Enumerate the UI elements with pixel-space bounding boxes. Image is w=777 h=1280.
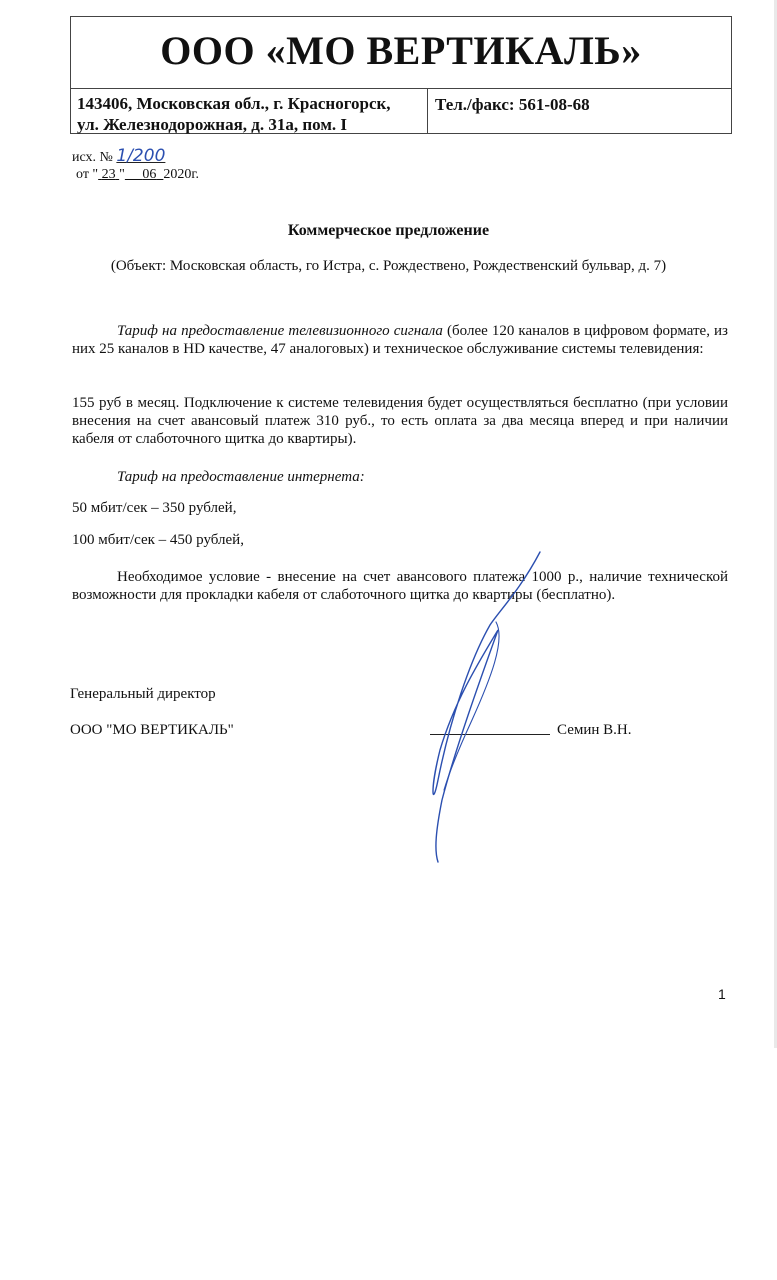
tv-tariff-title: Тариф на предоставление телевизионного сигнала <box>117 323 443 339</box>
company-title: ООО «МО ВЕРТИКАЛЬ» <box>71 17 731 89</box>
company-phone <box>435 95 590 115</box>
tv-tariff-description: (более 120 каналов в цифровом формате, из них 25 каналов в HD качестве, 47 аналоговых) и техническое обслуживание системы телевидения: <box>72 323 728 357</box>
blank-area <box>0 1048 777 1280</box>
date-prefix: от " <box>76 167 99 182</box>
letterhead <box>70 16 732 134</box>
company-address <box>77 93 423 135</box>
handwritten-signature <box>410 550 550 870</box>
object-address: (Объект: Московская область, го Истра, с. Рождествено, Рождественский бульвар, д. 7) <box>110 258 667 274</box>
outgoing-number-label: исх. № <box>72 150 113 165</box>
date-month <box>125 167 164 182</box>
tv-price-paragraph: 155 руб в месяц. Подключение к системе телевидения будет осуществляться бесплатно (при условии внесения на счет авансовый платеж 310 руб., то есть оплата за два месяца вперед и при наличии кабеля от слаботочного щитка до квартиры). <box>72 395 728 447</box>
date-day-value: 23 <box>101 167 116 182</box>
internet-tariff-title: Тариф на предоставление интернета: <box>117 469 365 485</box>
date-year: 2020г. <box>163 167 200 182</box>
outgoing-number <box>72 148 165 166</box>
signer-position: Генеральный директор <box>70 686 216 702</box>
date-month-value: 06 <box>142 167 157 182</box>
letterhead-divider <box>427 89 428 134</box>
page-number: 1 <box>718 986 726 1002</box>
condition-paragraph: Необходимое условие - внесение на счет авансового платежа 1000 р., наличие технической возможности для прокладки кабеля от слаботочного щитка до квартиры (бесплатно). <box>72 569 728 603</box>
date-mid: " <box>119 167 125 182</box>
signer-name: Семин В.Н. <box>557 722 632 738</box>
document-date <box>76 167 199 183</box>
phone-label: Тел./факс: <box>435 95 515 114</box>
phone-value: 561-08-68 <box>518 95 590 114</box>
address-line-1: 143406, Московская обл., г. Красногорск, <box>77 94 391 113</box>
internet-option-100: 100 мбит/сек – 450 рублей, <box>72 532 244 548</box>
tv-tariff-paragraph <box>72 322 728 358</box>
document-heading: Коммерческое предложение <box>287 222 490 239</box>
address-line-2: ул. Железнодорожная, д. 31а, пом. I <box>77 115 348 134</box>
date-day <box>98 167 119 182</box>
internet-option-50: 50 мбит/сек – 350 рублей, <box>72 500 237 516</box>
signer-company: ООО "МО ВЕРТИКАЛЬ" <box>70 722 234 738</box>
outgoing-number-value: 1/200 <box>116 146 166 166</box>
